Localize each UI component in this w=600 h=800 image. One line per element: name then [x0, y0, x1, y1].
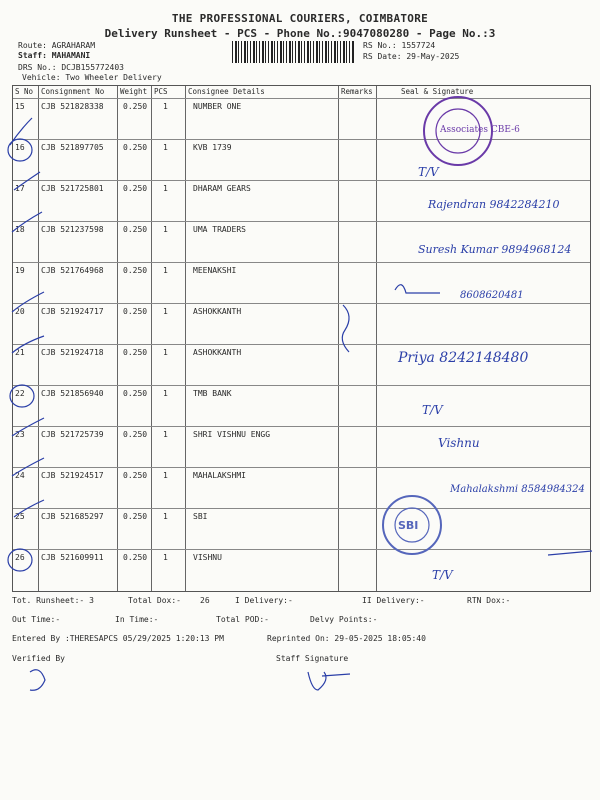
row-consignment: CJB 521856940 — [41, 389, 104, 398]
signature-row-26: T/V — [432, 568, 453, 582]
row-consignment: CJB 521609911 — [41, 553, 104, 562]
row-sno: 19 — [15, 266, 25, 275]
associates-stamp-text: Associates CBE-6 — [440, 125, 520, 135]
row-pcs: 1 — [163, 553, 168, 562]
sbi-stamp-text: SBI — [398, 519, 419, 532]
row-consignee: DHARAM GEARS — [193, 184, 251, 193]
staff: Staff: MAHAMANI — [18, 51, 91, 60]
staff-signature: Staff Signature — [276, 654, 349, 663]
vehicle: Vehicle: Two Wheeler Delivery — [22, 73, 162, 82]
total-dox-label: Total Dox:- — [128, 596, 181, 605]
row-consignment: CJB 521924717 — [41, 307, 104, 316]
document-title: THE PROFESSIONAL COURIERS, COIMBATORE — [171, 12, 429, 25]
signature-row-16: T/V — [418, 165, 439, 179]
signature-row-19: 8608620481 — [460, 290, 524, 301]
row-consignee: KVB 1739 — [193, 143, 232, 152]
row-sno: 18 — [15, 225, 25, 234]
row-consignment: CJB 521725801 — [41, 184, 104, 193]
row-sno: 23 — [15, 430, 25, 439]
row-consignment: CJB 521237598 — [41, 225, 104, 234]
row-weight: 0.250 — [123, 348, 148, 357]
row-weight: 0.250 — [123, 471, 148, 480]
rtn-dox: RTN Dox:- — [467, 596, 511, 605]
row-consignment: CJB 521764968 — [41, 266, 104, 275]
document-subtitle: Delivery Runsheet - PCS - Phone No.:9047080280 - Page No.:3 — [104, 27, 496, 40]
col-seal-signature: Seal & Signature — [401, 87, 474, 96]
i-delivery: I Delivery:- — [235, 596, 293, 605]
row-pcs: 1 — [163, 102, 168, 111]
tot-runsheet: Tot. Runsheet:- 3 — [12, 596, 94, 605]
row-consignment: CJB 521828338 — [41, 102, 104, 111]
signature-row-22: T/V — [422, 403, 443, 417]
col-consignment: Consignment No — [41, 87, 105, 96]
verified-by: Verified By — [12, 654, 65, 663]
row-sno: 24 — [15, 471, 25, 480]
out-time: Out Time:- — [12, 615, 61, 624]
row-consignment: CJB 521924718 — [41, 348, 104, 357]
row-consignee: ASHOKKANTH — [193, 307, 242, 316]
row-weight: 0.250 — [123, 184, 148, 193]
row-consignment: CJB 521685297 — [41, 512, 104, 521]
rs-date: RS Date: 29-May-2025 — [363, 52, 460, 61]
row-pcs: 1 — [163, 389, 168, 398]
row-consignment: CJB 521725739 — [41, 430, 104, 439]
delvy-points: Delvy Points:- — [310, 615, 378, 624]
row-sno: 22 — [15, 389, 25, 398]
row-consignee: VISHNU — [193, 553, 222, 562]
signature-row-17: Rajendran 9842284210 — [428, 198, 560, 211]
row-consignee: MEENAKSHI — [193, 266, 237, 275]
row-consignee: UMA TRADERS — [193, 225, 246, 234]
row-pcs: 1 — [163, 348, 168, 357]
col-consignee: Consignee Details — [188, 87, 265, 96]
row-pcs: 1 — [163, 430, 168, 439]
col-weight: Weight — [120, 87, 148, 96]
row-pcs: 1 — [163, 143, 168, 152]
row-sno: 26 — [15, 553, 25, 562]
total-pod: Total POD:- — [216, 615, 269, 624]
row-sno: 20 — [15, 307, 25, 316]
row-weight: 0.250 — [123, 307, 148, 316]
entered-by: Entered By :THERESAPCS 05/29/2025 1:20:13 PM — [12, 634, 224, 643]
row-weight: 0.250 — [123, 102, 148, 111]
row-sno: 25 — [15, 512, 25, 521]
row-weight: 0.250 — [123, 430, 148, 439]
col-pcs: PCS — [154, 87, 168, 96]
rs-number: RS No.: 1557724 — [363, 41, 436, 50]
row-sno: 15 — [15, 102, 25, 111]
signature-row-23: Vishnu — [438, 436, 480, 450]
row-consignment: CJB 521897705 — [41, 143, 104, 152]
row-weight: 0.250 — [123, 553, 148, 562]
row-sno: 16 — [15, 143, 25, 152]
col-sno: S No — [15, 87, 34, 96]
in-time: In Time:- — [115, 615, 159, 624]
col-remarks: Remarks — [341, 87, 373, 96]
row-weight: 0.250 — [123, 389, 148, 398]
route: Route: AGRAHARAM — [18, 41, 96, 50]
row-pcs: 1 — [163, 307, 168, 316]
total-dox-value: 26 — [200, 596, 210, 605]
row-consignee: SBI — [193, 512, 208, 521]
row-consignment: CJB 521924517 — [41, 471, 104, 480]
signature-row-21: Priya 8242148480 — [398, 350, 529, 366]
row-sno: 21 — [15, 348, 25, 357]
row-weight: 0.250 — [123, 143, 148, 152]
row-consignee: MAHALAKSHMI — [193, 471, 246, 480]
row-pcs: 1 — [163, 266, 168, 275]
row-pcs: 1 — [163, 512, 168, 521]
row-consignee: SHRI VISHNU ENGG — [193, 430, 271, 439]
ii-delivery: II Delivery:- — [362, 596, 425, 605]
reprinted-on: Reprinted On: 29-05-2025 18:05:40 — [267, 634, 426, 643]
row-pcs: 1 — [163, 184, 168, 193]
row-sno: 17 — [15, 184, 25, 193]
row-weight: 0.250 — [123, 266, 148, 275]
signature-row-18: Suresh Kumar 9894968124 — [418, 243, 572, 256]
row-pcs: 1 — [163, 225, 168, 234]
row-consignee: TMB BANK — [193, 389, 232, 398]
signature-row-24: Mahalakshmi 8584984324 — [450, 484, 585, 495]
row-consignee: ASHOKKANTH — [193, 348, 242, 357]
row-pcs: 1 — [163, 471, 168, 480]
row-weight: 0.250 — [123, 512, 148, 521]
drs-number: DRS No.: DCJB155772403 — [18, 63, 124, 72]
row-weight: 0.250 — [123, 225, 148, 234]
row-consignee: NUMBER ONE — [193, 102, 242, 111]
